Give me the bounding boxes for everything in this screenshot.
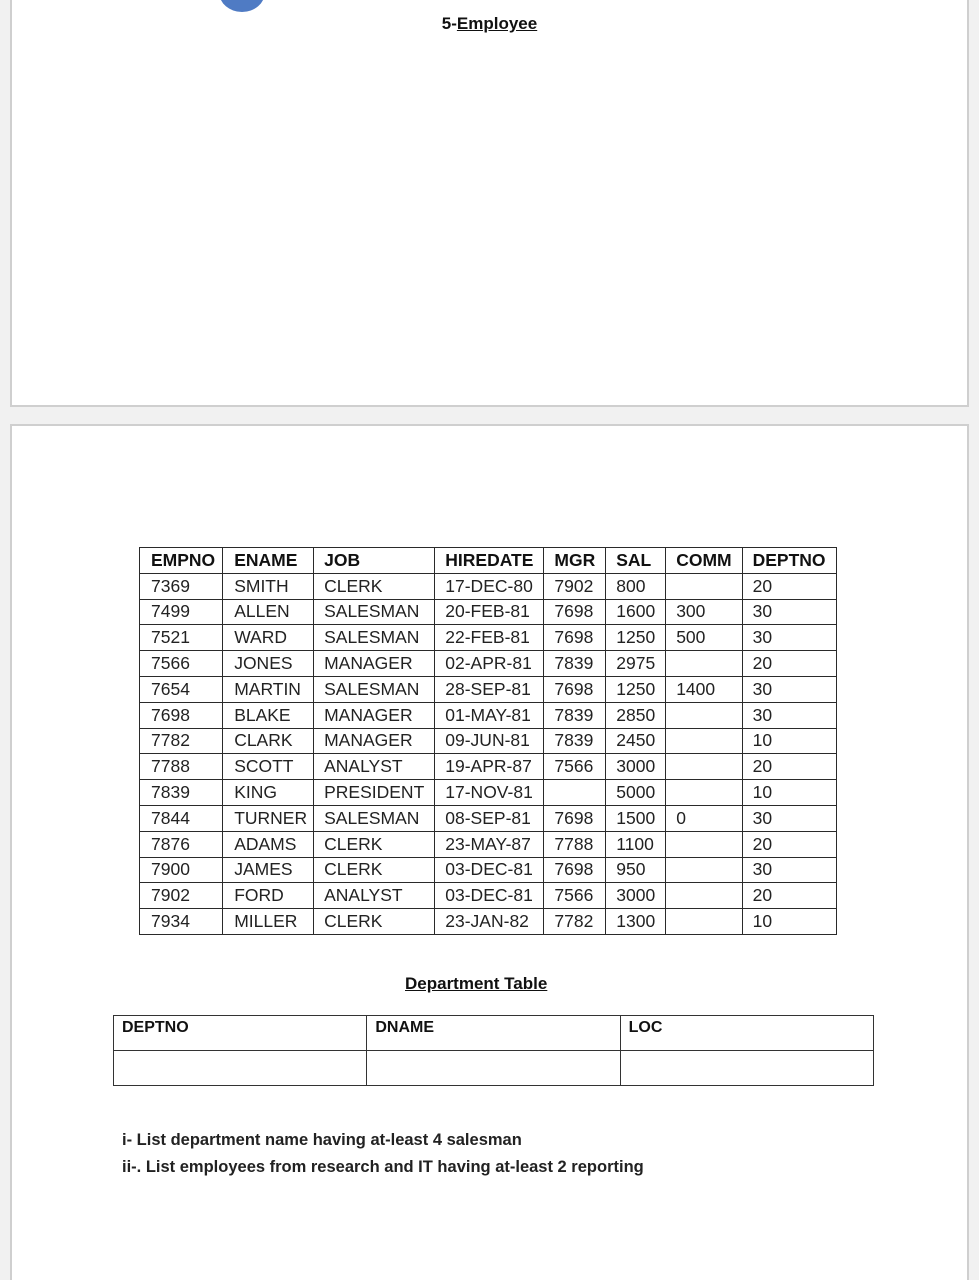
cell-mgr: 7698 [544,857,606,883]
cell-sal: 1100 [606,831,666,857]
cell-sal: 2975 [606,651,666,677]
cell-empno: 7369 [140,573,223,599]
cell-sal: 950 [606,857,666,883]
cell-deptno: 30 [742,599,836,625]
col-comm: COMM [666,548,742,574]
cell-ename: MILLER [223,909,314,935]
employee-table [139,547,837,935]
cell-deptno: 30 [742,805,836,831]
table-row [140,573,837,599]
cell-empno: 7934 [140,909,223,935]
cell-ename: KING [223,780,314,806]
dept-col-dname: DNAME [367,1016,620,1051]
cell-sal: 1600 [606,599,666,625]
cell-comm: 500 [666,625,742,651]
table-row [140,651,837,677]
dept-col-loc: LOC [620,1016,873,1051]
cell-comm [666,573,742,599]
cell-deptno: 30 [742,676,836,702]
cell-comm: 300 [666,599,742,625]
cell-job: ANALYST [314,883,435,909]
dept-cell-empty [620,1051,873,1086]
title-prefix: 5- [441,14,457,33]
col-hiredate: HIREDATE [435,548,544,574]
cell-empno: 7839 [140,780,223,806]
cell-empno: 7844 [140,805,223,831]
dept-cell-empty [114,1051,367,1086]
cell-job: MANAGER [314,728,435,754]
cell-comm [666,702,742,728]
cell-deptno: 30 [742,702,836,728]
cell-sal: 2450 [606,728,666,754]
cell-mgr: 7839 [544,728,606,754]
cell-hiredate: 28-SEP-81 [435,676,544,702]
table-row [140,754,837,780]
col-sal: SAL [606,548,666,574]
cell-comm [666,909,742,935]
cell-mgr: 7788 [544,831,606,857]
cell-job: PRESIDENT [314,780,435,806]
cell-hiredate: 23-MAY-87 [435,831,544,857]
col-ename: ENAME [223,548,314,574]
department-table-title: Department Table [405,974,548,993]
table-row [140,728,837,754]
cell-sal: 1250 [606,625,666,651]
col-job: JOB [314,548,435,574]
cell-comm: 1400 [666,676,742,702]
dept-col-deptno: DEPTNO [114,1016,367,1051]
cell-mgr: 7698 [544,676,606,702]
cell-ename: CLARK [223,728,314,754]
cell-mgr: 7839 [544,702,606,728]
table-row [140,625,837,651]
cell-ename: ALLEN [223,599,314,625]
department-table-header-row [114,1016,874,1051]
table-row [140,805,837,831]
cell-ename: SMITH [223,573,314,599]
cell-ename: MARTIN [223,676,314,702]
cell-job: MANAGER [314,651,435,677]
cell-job: MANAGER [314,702,435,728]
dept-cell-empty [367,1051,620,1086]
cell-job: SALESMAN [314,805,435,831]
table-row [140,909,837,935]
table-row [140,831,837,857]
cell-ename: JAMES [223,857,314,883]
cell-job: SALESMAN [314,625,435,651]
cell-job: SALESMAN [314,676,435,702]
cell-mgr: 7698 [544,625,606,651]
table-row [140,676,837,702]
table-row [140,702,837,728]
cell-job: SALESMAN [314,599,435,625]
cell-empno: 7876 [140,831,223,857]
cell-deptno: 20 [742,573,836,599]
cell-sal: 800 [606,573,666,599]
cell-job: ANALYST [314,754,435,780]
employee-table-body [140,573,837,934]
cell-empno: 7902 [140,883,223,909]
cell-empno: 7900 [140,857,223,883]
cell-mgr: 7782 [544,909,606,935]
cell-sal: 1300 [606,909,666,935]
cell-empno: 7788 [140,754,223,780]
question-1: i- List department name having at-least 4 salesman [122,1131,522,1149]
cell-ename: BLAKE [223,702,314,728]
cell-mgr: 7902 [544,573,606,599]
table-row [140,857,837,883]
cell-hiredate: 03-DEC-81 [435,857,544,883]
cell-mgr [544,780,606,806]
cell-deptno: 20 [742,754,836,780]
cell-hiredate: 08-SEP-81 [435,805,544,831]
col-empno: EMPNO [140,548,223,574]
cell-deptno: 20 [742,883,836,909]
cell-deptno: 20 [742,831,836,857]
col-deptno: DEPTNO [742,548,836,574]
cell-hiredate: 17-NOV-81 [435,780,544,806]
cell-hiredate: 17-DEC-80 [435,573,544,599]
cell-job: CLERK [314,857,435,883]
cell-hiredate: 02-APR-81 [435,651,544,677]
cell-deptno: 10 [742,728,836,754]
cell-hiredate: 09-JUN-81 [435,728,544,754]
cell-empno: 7499 [140,599,223,625]
question-2: ii-. List employees from research and IT having at-least 2 reporting [122,1158,644,1176]
cell-comm [666,831,742,857]
cell-sal: 3000 [606,754,666,780]
page-1 [10,0,969,407]
cell-sal: 1250 [606,676,666,702]
cell-hiredate: 01-MAY-81 [435,702,544,728]
cell-deptno: 10 [742,909,836,935]
cell-empno: 7521 [140,625,223,651]
cell-comm: 0 [666,805,742,831]
cell-deptno: 10 [742,780,836,806]
table-row [140,883,837,909]
department-table [113,1015,874,1086]
cell-hiredate: 23-JAN-82 [435,909,544,935]
cell-mgr: 7566 [544,754,606,780]
cell-mgr: 7566 [544,883,606,909]
cell-comm [666,883,742,909]
cell-deptno: 30 [742,857,836,883]
cell-job: CLERK [314,831,435,857]
cell-sal: 2850 [606,702,666,728]
page-title [0,14,979,34]
cell-comm [666,754,742,780]
department-table-row [114,1051,874,1086]
cell-mgr: 7698 [544,805,606,831]
col-mgr: MGR [544,548,606,574]
cell-mgr: 7839 [544,651,606,677]
cell-hiredate: 03-DEC-81 [435,883,544,909]
cell-comm [666,780,742,806]
cell-comm [666,651,742,677]
cell-hiredate: 20-FEB-81 [435,599,544,625]
title-text: Employee [456,14,538,33]
cell-ename: WARD [223,625,314,651]
cell-ename: SCOTT [223,754,314,780]
cell-empno: 7566 [140,651,223,677]
cell-empno: 7782 [140,728,223,754]
cell-sal: 5000 [606,780,666,806]
cell-deptno: 30 [742,625,836,651]
cell-job: CLERK [314,573,435,599]
cell-ename: TURNER [223,805,314,831]
cell-deptno: 20 [742,651,836,677]
cell-mgr: 7698 [544,599,606,625]
table-row [140,599,837,625]
cell-empno: 7654 [140,676,223,702]
cell-ename: JONES [223,651,314,677]
cell-hiredate: 22-FEB-81 [435,625,544,651]
cell-hiredate: 19-APR-87 [435,754,544,780]
cell-ename: FORD [223,883,314,909]
cell-job: CLERK [314,909,435,935]
cell-comm [666,728,742,754]
cell-ename: ADAMS [223,831,314,857]
cell-sal: 3000 [606,883,666,909]
cell-sal: 1500 [606,805,666,831]
employee-table-header-row [140,548,837,574]
cell-comm [666,857,742,883]
cell-empno: 7698 [140,702,223,728]
table-row [140,780,837,806]
